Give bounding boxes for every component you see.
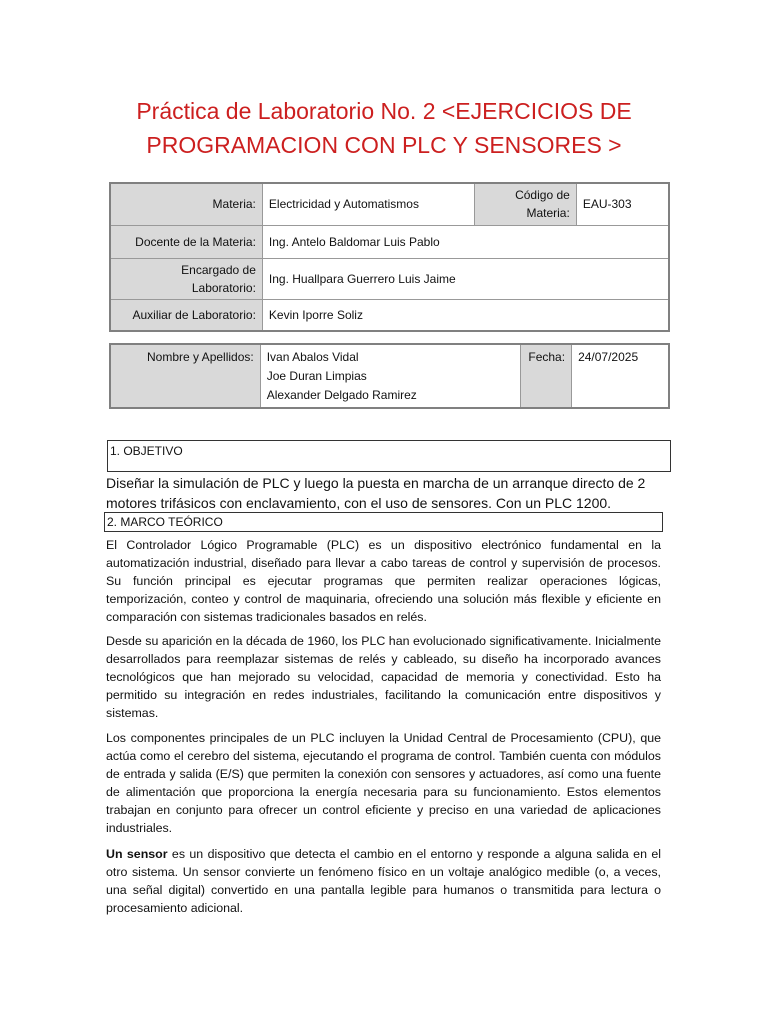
student-names (260, 344, 520, 408)
fecha-value: 24/07/2025 (572, 344, 669, 408)
student-name: Joe Duran Limpias (266, 369, 367, 383)
title-line-1: Práctica de Laboratorio No. 2 <EJERCICIOS DE (136, 98, 632, 124)
course-info-table (109, 182, 670, 332)
nombre-label: Nombre y Apellidos: (110, 344, 260, 408)
auxiliar-value: Kevin Iporre Soliz (262, 299, 669, 331)
marco-paragraph-2: Desde su aparición en la década de 1960, los PLC han evolucionado significativamente. Inicialmente desarrollados para reemplazar sistemas de relés y cableado, su diseño ha incorporado avances tecnológicos que han mejorado su velocidad, capacidad de memoria y conectividad. Esto ha permitido su integración en redes industriales, facilitando la comunicación entre dispositivos y sistemas. (106, 634, 661, 720)
sensor-definition: es un dispositivo que detecta el cambio en el entorno y responde a alguna salida en el otro sistema. Un sensor convierte un fenómeno físico en un voltaje analógico medible (o, a veces, una señal digital) convertido en una pantalla legible para humanos o transmitida para lectura o procesamiento adicional. (106, 847, 661, 915)
students-table (109, 343, 670, 409)
sensor-term: Un sensor (106, 847, 168, 861)
docente-label: Docente de la Materia: (110, 225, 262, 258)
encargado-value: Ing. Huallpara Guerrero Luis Jaime (262, 258, 669, 299)
objetivo-heading: 1. OBJETIVO (107, 440, 671, 472)
materia-label: Materia: (110, 183, 262, 225)
materia-value: Electricidad y Automatismos (262, 183, 474, 225)
codigo-label: Código de Materia: (474, 183, 576, 225)
codigo-value: EAU-303 (576, 183, 669, 225)
marco-paragraph-4 (106, 845, 661, 917)
objetivo-text: Diseñar la simulación de PLC y luego la puesta en marcha de un arranque directo de 2 motores trifásicos con enclavamiento, con el uso de sensores. Con un PLC 1200. (106, 475, 646, 511)
auxiliar-label: Auxiliar de Laboratorio: (110, 299, 262, 331)
title-line-2: PROGRAMACION CON PLC Y SENSORES > (146, 132, 622, 158)
encargado-label: Encargado de Laboratorio: (110, 258, 262, 299)
marco-paragraph-1: El Controlador Lógico Programable (PLC) es un dispositivo electrónico fundamental en la automatización industrial, diseñado para llevar a cabo tareas de control y supervisión de procesos. Su función principal es ejecutar programas que permiten realizar operaciones lógicas, temporización, conteo y control de maquinaria, ofreciendo una solución más flexible y eficiente en comparación con sistemas tradicionales basados en relés. (106, 538, 661, 624)
fecha-label: Fecha: (521, 344, 572, 408)
marco-teorico-heading: 2. MARCO TEÓRICO (104, 512, 663, 532)
marco-paragraph-3: Los componentes principales de un PLC incluyen la Unidad Central de Procesamiento (CPU), que actúa como el cerebro del sistema, ejecutando el programa de control. También cuenta con módulos de entrada y salida (E/S) que permiten la conexión con sensores y actuadores, así como una fuente de alimentación que proporciona la energía necesaria para su funcionamiento. Estos elementos trabajan en conjunto para ofrecer un control eficiente y preciso en una variedad de aplicaciones industriales. (106, 731, 661, 835)
student-name: Alexander Delgado Ramirez (266, 388, 417, 402)
student-name: Ivan Abalos Vidal (266, 350, 359, 364)
docente-value: Ing. Antelo Baldomar Luis Pablo (262, 225, 669, 258)
document-title (80, 94, 688, 162)
